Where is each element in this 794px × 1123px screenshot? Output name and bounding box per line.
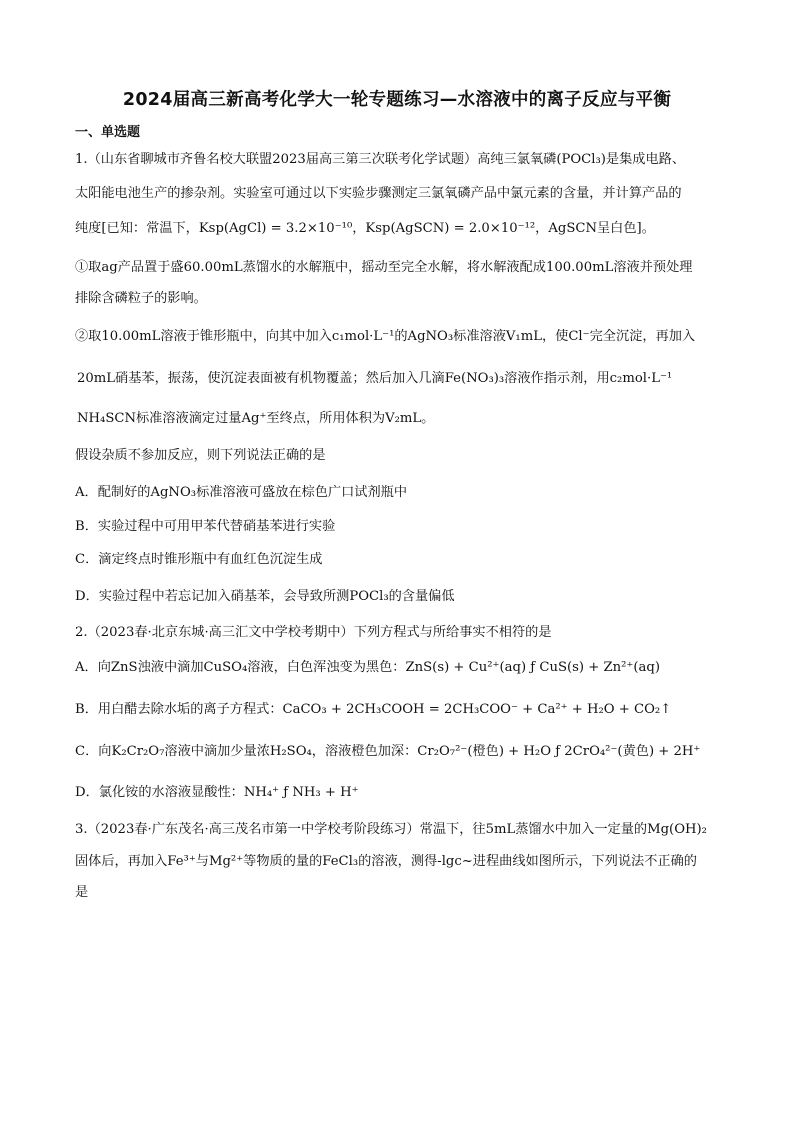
q2-stem: 2.（2023春·北京东城·高三汇文中学校考期中）下列方程式与所给事实不相符的是	[75, 625, 552, 640]
q1-question: 假设杂质不参加反应，则下列说法正确的是	[75, 448, 326, 463]
q1-step2-line-2: 20mL硝基苯，振荡，使沉淀表面被有机物覆盖；然后加入几滴Fe(NO₃)₃溶液作指示剂，用c₂mol·L⁻¹	[77, 371, 673, 386]
q1-option-d: D．实验过程中若忘记加入硝基苯，会导致所测POCl₃的含量偏低	[75, 589, 455, 604]
q1-option-a: A．配制好的AgNO₃标准溶液可盛放在棕色广口试剂瓶中	[75, 485, 408, 500]
q1-stem-line-3: 纯度[已知：常温下，Ksp(AgCl) = 3.2×10⁻¹⁰，Ksp(AgSCN) = 2.0×10⁻¹²，AgSCN呈白色]。	[75, 221, 655, 236]
q1-stem-line-2: 太阳能电池生产的掺杂剂。实验室可通过以下实验步骤测定三氯氧磷产品中氯元素的含量，并计算产品的	[75, 186, 682, 201]
page-title: 2024届高三新高考化学大一轮专题练习—水溶液中的离子反应与平衡	[122, 90, 672, 110]
q1-stem-line-1: 1.（山东省聊城市齐鲁名校大联盟2023届高三第三次联考化学试题）高纯三氯氧磷(POCl₃)是集成电路、	[75, 152, 686, 167]
q1-step2-line-3: NH₄SCN标准溶液滴定过量Ag⁺至终点，所用体积为V₂mL。	[77, 411, 435, 426]
q2-option-a: A．向ZnS浊液中滴加CuSO₄溶液，白色浑浊变为黑色：ZnS(s) + Cu²⁺(aq) ƒ CuS(s) + Zn²⁺(aq)	[75, 660, 660, 675]
q1-step1-line-1: ①取ag产品置于盛60.00mL蒸馏水的水解瓶中，摇动至完全水解，将水解液配成100.00mL溶液并预处理	[75, 260, 693, 275]
q1-step1-line-2: 排除含磷粒子的影响。	[75, 291, 207, 306]
q1-option-c: C．滴定终点时锥形瓶中有血红色沉淀生成	[75, 552, 323, 567]
q3-stem-line-2: 固体后，再加入Fe³⁺与Mg²⁺等物质的量的FeCl₃的溶液，测得-lgc~进程曲线如图所示，下列说法不正确的	[75, 854, 697, 869]
section-heading: 一、单选题	[75, 125, 141, 140]
q1-step2-line-1: ②取10.00mL溶液于锥形瓶中，向其中加入c₁mol·L⁻¹的AgNO₃标准溶液V₁mL，使Cl⁻完全沉淀，再加入	[75, 329, 696, 344]
q3-stem-line-1: 3.（2023春·广东茂名·高三茂名市第一中学校考阶段练习）常温下，往5mL蒸馏水中加入一定量的Mg(OH)₂	[75, 822, 707, 837]
q2-option-c: C．向K₂Cr₂O₇溶液中滴加少量浓H₂SO₄，溶液橙色加深：Cr₂O₇²⁻(橙色) + H₂O ƒ 2CrO₄²⁻(黄色) + 2H⁺	[75, 744, 701, 759]
q2-option-d: D．氯化铵的水溶液显酸性：NH₄⁺ ƒ NH₃ + H⁺	[75, 785, 359, 800]
q2-option-b: B．用白醋去除水垢的离子方程式：CaCO₃ + 2CH₃COOH = 2CH₃COO⁻ + Ca²⁺ + H₂O + CO₂↑	[75, 702, 672, 717]
q3-stem-line-3: 是	[75, 885, 89, 900]
q1-option-b: B．实验过程中可用甲苯代替硝基苯进行实验	[75, 519, 336, 534]
